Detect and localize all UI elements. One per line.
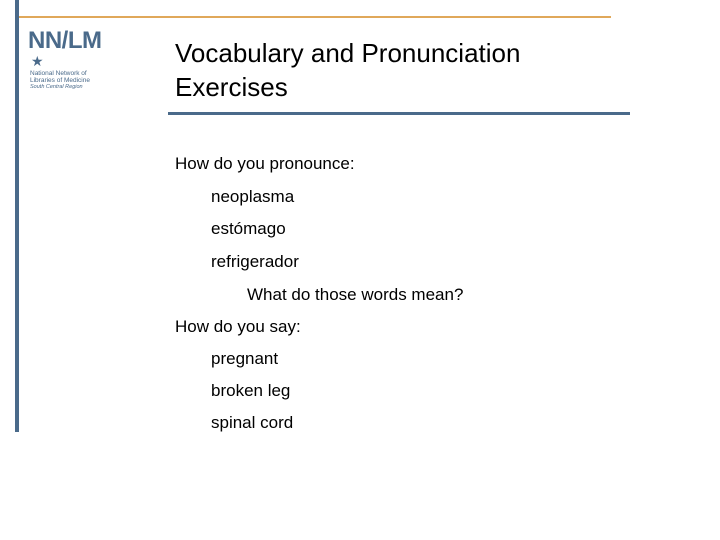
slide-title: Vocabulary and Pronunciation Exercises — [175, 38, 521, 102]
star-icon: ★ — [31, 53, 44, 69]
phrase-item: broken leg — [211, 381, 291, 400]
prompt-say: How do you say: — [175, 317, 301, 336]
word-item: estómago — [211, 219, 286, 238]
word-item: refrigerador — [211, 252, 299, 271]
logo-region: South Central Region — [30, 84, 83, 90]
phrase-item: spinal cord — [211, 413, 294, 432]
top-accent-rule — [19, 16, 611, 18]
logo-name: National Network of Libraries of Medicine — [30, 70, 90, 84]
word-item: neoplasma — [211, 187, 295, 206]
left-border-bar — [15, 0, 19, 432]
prompt-pronounce: How do you pronounce: — [175, 154, 355, 173]
nnlm-logo — [28, 28, 108, 94]
title-underline — [168, 112, 630, 115]
meaning-question: What do those words mean? — [247, 285, 464, 304]
phrase-item: pregnant — [211, 349, 279, 368]
logo-mark: NN/LM — [28, 27, 102, 54]
